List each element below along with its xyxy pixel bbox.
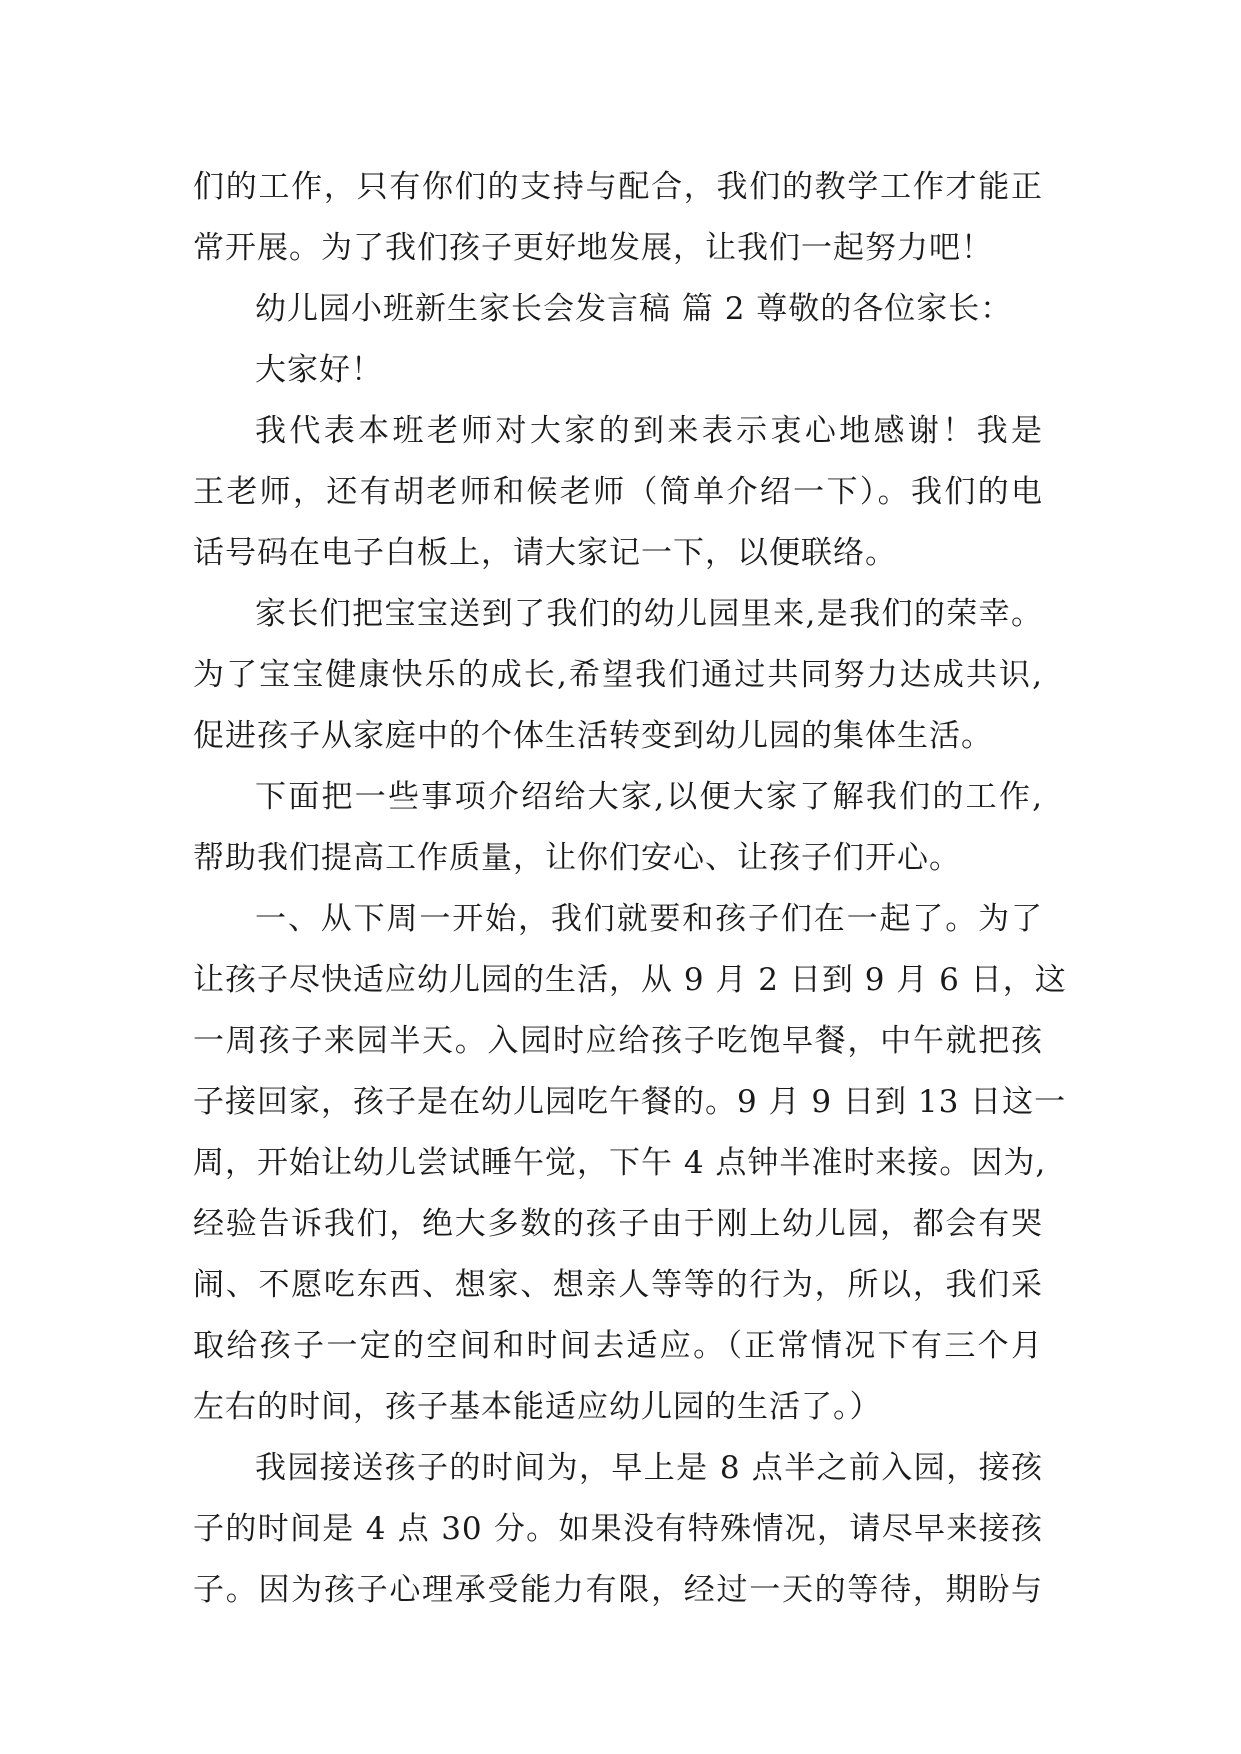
- text-line: 取给孩子一定的空间和时间去适应。（正常情况下有三个月: [193, 1328, 1043, 1364]
- text-line: 们的工作，只有你们的支持与配合，我们的教学工作才能正: [193, 169, 1043, 205]
- text-line: 我园接送孩子的时间为，早上是 8 点半之前入园，接孩: [255, 1450, 1043, 1486]
- text-line: 帮助我们提高工作质量，让你们安心、让孩子们开心。: [193, 840, 961, 876]
- text-line: 下面把一些事项介绍给大家,以便大家了解我们的工作,: [255, 779, 1043, 815]
- text-line: 让孩子尽快适应幼儿园的生活，从 9 月 2 日到 9 月 6 日，这: [193, 962, 1067, 998]
- paragraph: [193, 157, 1043, 279]
- text-line: 我代表本班老师对大家的到来表示衷心地感谢！我是: [255, 413, 1043, 449]
- section-heading: 幼儿园小班新生家长会发言稿 篇 2 尊敬的各位家长：: [255, 291, 1013, 327]
- text-line: 子的时间是 4 点 30 分。如果没有特殊情况，请尽早来接孩: [193, 1511, 1043, 1547]
- paragraph: [193, 584, 1043, 767]
- text-line: 促进孩子从家庭中的个体生活转变到幼儿园的集体生活。: [193, 718, 993, 754]
- paragraph: [193, 1438, 1043, 1621]
- text-line: 常开展。为了我们孩子更好地发展，让我们一起努力吧！: [193, 230, 993, 266]
- text-line: 为了宝宝健康快乐的成长,希望我们通过共同努力达成共识,: [193, 657, 1043, 693]
- paragraph: [193, 401, 1043, 584]
- paragraph: [193, 889, 1067, 1438]
- paragraph: [193, 279, 1043, 340]
- text-line: 闹、不愿吃东西、想家、想亲人等等的行为，所以，我们采: [193, 1267, 1043, 1303]
- text-line: 一周孩子来园半天。入园时应给孩子吃饱早餐，中午就把孩: [193, 1023, 1043, 1059]
- text-line: 左右的时间，孩子基本能适应幼儿园的生活了。）: [193, 1389, 882, 1425]
- text-line: 话号码在电子白板上，请大家记一下，以便联络。: [193, 535, 897, 571]
- text-line: 王老师，还有胡老师和候老师（简单介绍一下）。我们的电: [193, 474, 1043, 510]
- text-line: 一、从下周一开始，我们就要和孩子们在一起了。为了: [255, 901, 1043, 937]
- greeting: 大家好！: [255, 352, 383, 388]
- document-body: [193, 157, 1067, 1621]
- text-line: 经验告诉我们，绝大多数的孩子由于刚上幼儿园，都会有哭: [193, 1206, 1043, 1242]
- text-line: 子。因为孩子心理承受能力有限，经过一天的等待，期盼与: [193, 1572, 1043, 1608]
- text-line: 周，开始让幼儿尝试睡午觉，下午 4 点钟半准时来接。因为,: [193, 1145, 1047, 1181]
- text-line: 家长们把宝宝送到了我们的幼儿园里来,是我们的荣幸。: [255, 596, 1043, 632]
- paragraph: [193, 767, 1043, 889]
- paragraph: [193, 340, 1043, 401]
- text-line: 子接回家，孩子是在幼儿园吃午餐的。9 月 9 日到 13 日这一: [193, 1084, 1067, 1120]
